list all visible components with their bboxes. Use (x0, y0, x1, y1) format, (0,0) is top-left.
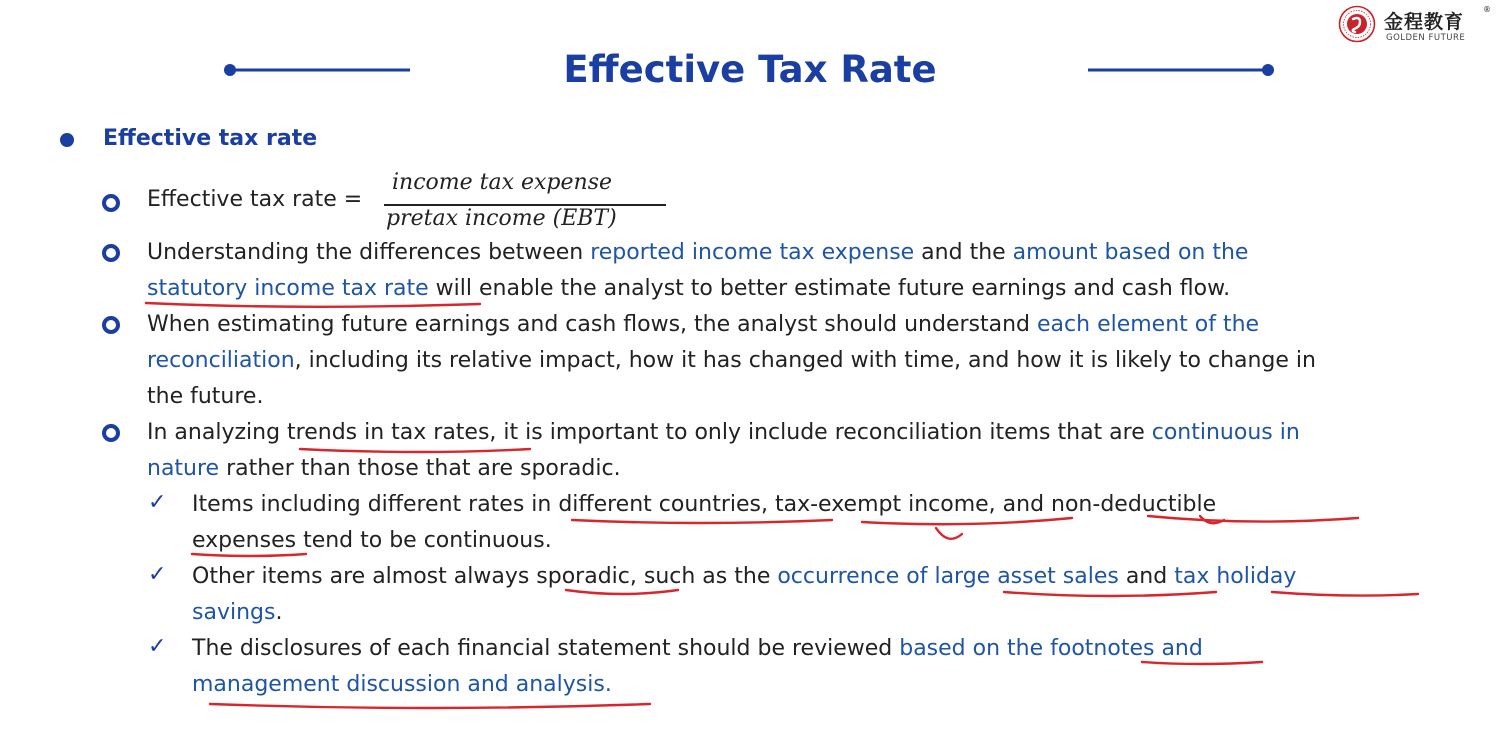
underline-management-discussion (210, 704, 650, 708)
tick-mark-tax-exempt (936, 528, 962, 539)
main-bullet-heading: Effective tax rate (103, 126, 318, 151)
text-run: When estimating future earnings and cash flows, the analyst should understand (147, 312, 1038, 337)
text-run: In analyzing trends in tax rates, it is important to only include reconciliation items that are (147, 420, 1152, 445)
highlight-run: occurrence of large asset sales (777, 564, 1119, 589)
text-run: Other items are almost always sporadic, such as the (192, 564, 778, 589)
highlight-run: continuous in (1151, 420, 1300, 445)
highlight-run: each element of the (1037, 312, 1260, 337)
bullet-1-line-2 (147, 271, 1230, 307)
bullet-2-line-3 (147, 379, 263, 415)
highlight-run: tax holiday (1174, 564, 1297, 589)
check-icon: ✓ (148, 634, 167, 659)
check-icon: ✓ (148, 490, 167, 515)
slide-title: Effective Tax Rate (563, 48, 937, 91)
highlight-run: savings (192, 600, 276, 625)
formula-denominator: pretax income (EBT) (386, 206, 617, 231)
bullet-3-line-2 (147, 451, 621, 487)
bullet-1-line-1 (147, 235, 1248, 271)
check-icon: ✓ (148, 562, 167, 587)
bullet-3-line-1 (147, 415, 1300, 451)
title-right-rule (1088, 64, 1274, 76)
subitem-3-line-2 (192, 667, 612, 703)
bullet-2-line-1 (147, 307, 1259, 343)
logo-chinese-name: 金程教育 (1384, 11, 1465, 33)
logo-registered-mark: ® (1483, 5, 1491, 14)
bullet-ring-icon (102, 244, 120, 262)
highlight-run: amount based on the (1012, 240, 1249, 265)
subitem-2-line-2 (192, 595, 282, 631)
main-bullet-dot (60, 133, 74, 147)
formula-numerator: income tax expense (392, 170, 613, 195)
bullet-ring-icon (102, 424, 120, 442)
text-run: Understanding the differences between (147, 240, 591, 265)
subitem-2-line-1 (192, 559, 1296, 595)
highlight-run: statutory income tax rate (147, 276, 429, 301)
bullet-ring-icon (102, 194, 120, 212)
subitem-3-line-1 (192, 631, 1203, 667)
text-run: . (275, 600, 283, 625)
text-run: and the (914, 240, 1013, 265)
highlight-run: based on the footnotes and (899, 636, 1203, 661)
text-run: the future. (147, 384, 264, 409)
subitem-1-line-2: expenses tend to be continuous. (192, 528, 552, 553)
highlight-run: reported income tax expense (590, 240, 915, 265)
logo-english-name: GOLDEN FUTURE (1386, 33, 1466, 43)
title-left-rule (224, 64, 410, 76)
text-run: The disclosures of each financial statement should be reviewed (192, 636, 900, 661)
highlight-run: management discussion and analysis. (192, 672, 612, 697)
text-run: rather than those that are sporadic. (219, 456, 621, 481)
highlight-run: reconciliation (147, 348, 295, 373)
text-run: will enable the analyst to better estimate future earnings and cash flow. (428, 276, 1231, 301)
text-run: and (1118, 564, 1175, 589)
text-run: , including its relative impact, how it has changed with time, and how it is likely to change in (294, 348, 1316, 373)
formula-fraction (384, 170, 666, 240)
bullet-ring-icon (102, 316, 120, 334)
formula-label: Effective tax rate = (147, 187, 363, 212)
highlight-run: nature (147, 456, 220, 481)
subitem-1-line-1: Items including different rates in different countries, tax-exempt income, and non-deductible (192, 492, 1217, 517)
bullet-2-line-2 (147, 343, 1316, 379)
